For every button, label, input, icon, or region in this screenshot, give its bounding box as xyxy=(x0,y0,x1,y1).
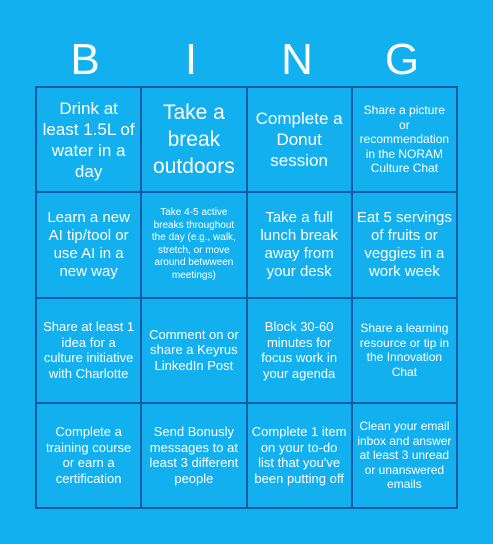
bingo-cell-break-outdoors[interactable] xyxy=(142,88,245,191)
bingo-cell-lunch-break[interactable] xyxy=(248,193,351,296)
bingo-cell-text: Complete 1 item on your to-do list that you've been putting off xyxy=(251,424,347,486)
header-letter-g: G xyxy=(384,35,420,84)
bingo-cell-text: Comment on or share a Keyrus LinkedIn Post xyxy=(149,326,239,373)
bingo-cell-focus-work[interactable] xyxy=(248,299,351,402)
header-letter-i: I xyxy=(184,35,198,84)
bingo-cell-text: Take a full lunch break away from your desk xyxy=(260,208,338,280)
bingo-cell-text: Clean your email inbox and answer at least 3 unread or unanswered emails xyxy=(357,419,452,492)
bingo-cell-culture-chat[interactable] xyxy=(353,88,456,191)
bingo-cell-todo-item[interactable] xyxy=(248,404,351,507)
bingo-card-grid xyxy=(35,86,458,509)
bingo-cell-drink-water[interactable] xyxy=(37,88,140,191)
bingo-cell-text: Share a learning resource or tip in the Innovation Chat xyxy=(359,321,450,379)
bingo-cell-text: Complete a Donut session xyxy=(255,109,343,171)
header-letter-b: B xyxy=(70,35,100,84)
bingo-cell-ai-tip[interactable] xyxy=(37,193,140,296)
bingo-cell-text: Share a picture or recommendation in the NORAM Culture Chat xyxy=(359,103,450,176)
bingo-cell-fruits-veggies[interactable] xyxy=(353,193,456,296)
bingo-cell-text: Share at least 1 idea for a culture initiative with Charlotte xyxy=(43,319,135,381)
bingo-cell-text: Take a break outdoors xyxy=(153,101,235,179)
bingo-header xyxy=(0,0,493,86)
bingo-cell-culture-idea[interactable] xyxy=(37,299,140,402)
bingo-cell-text: Complete a training course or earn a certification xyxy=(45,424,132,486)
bingo-cell-donut-session[interactable] xyxy=(248,88,351,191)
bingo-cell-innovation-chat[interactable] xyxy=(353,299,456,402)
bingo-cell-text: Learn a new AI tip/tool or use AI in a new way xyxy=(47,208,130,280)
bingo-cell-linkedin-post[interactable] xyxy=(142,299,245,402)
bingo-cell-bonusly-messages[interactable] xyxy=(142,404,245,507)
bingo-cell-text: Send Bonusly messages to at least 3 different people xyxy=(149,424,239,486)
bingo-cell-text: Block 30-60 minutes for focus work in your agenda xyxy=(261,319,338,381)
bingo-cell-text: Take 4-5 active breaks throughout the day (e.g., walk, stretch, or move around betwween meetings) xyxy=(151,207,236,281)
bingo-cell-active-breaks[interactable] xyxy=(142,193,245,296)
bingo-cell-text: Drink at least 1.5L of water in a day xyxy=(42,98,135,181)
bingo-cell-text: Eat 5 servings of fruits or veggies in a work week xyxy=(356,208,452,280)
bingo-cell-training-course[interactable] xyxy=(37,404,140,507)
bingo-cell-email-inbox[interactable] xyxy=(353,404,456,507)
header-letter-n: N xyxy=(281,35,313,84)
